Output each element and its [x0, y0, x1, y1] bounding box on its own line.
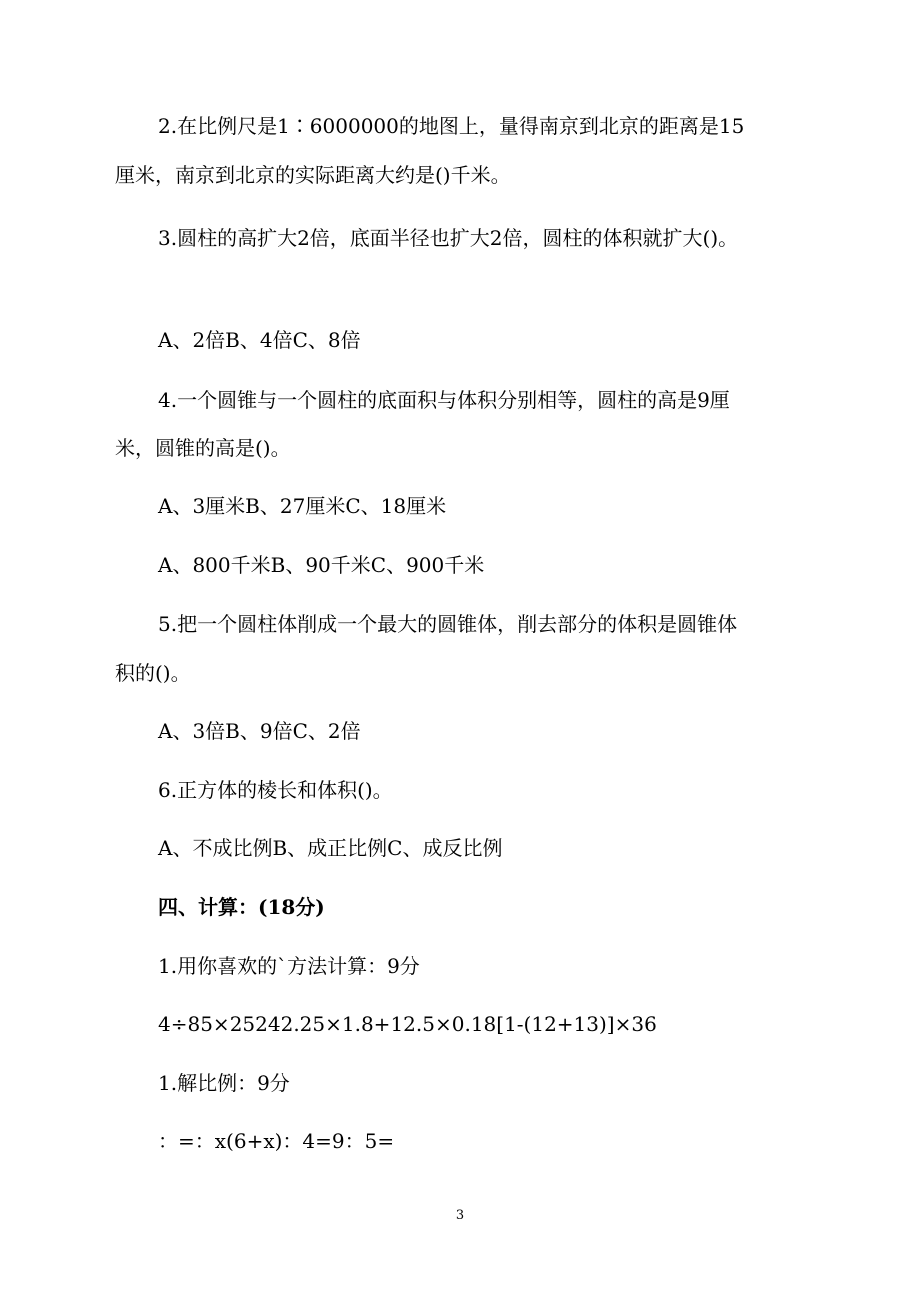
page-number: 3	[455, 1208, 465, 1223]
q5-line-2: 积的()。	[115, 661, 191, 685]
q3-line: 3.圆柱的高扩大2倍，底面半径也扩大2倍，圆柱的体积就扩大()。	[158, 226, 739, 250]
calc-expression: 4÷85×25242.25×1.8+12.5×0.18[1-(12+13)]×36	[158, 1012, 657, 1036]
q6-line: 6.正方体的棱长和体积()。	[158, 778, 393, 802]
q6-options: A、不成比例B、成正比例C、成反比例	[158, 836, 503, 860]
q5-line-1: 5.把一个圆柱体削成一个最大的圆锥体，削去部分的体积是圆锥体	[158, 612, 738, 636]
q4-options: A、3厘米B、27厘米C、18厘米	[158, 494, 447, 518]
calc-instruction: 1.用你喜欢的`方法计算：9分	[158, 954, 420, 978]
q2-line-1: 2.在比例尺是1∶6000000的地图上，量得南京到北京的距离是15	[158, 114, 745, 138]
q4-line-2: 米，圆锥的高是()。	[115, 436, 291, 460]
q2-options: A、800千米B、90千米C、900千米	[158, 553, 485, 577]
q3-options: A、2倍B、4倍C、8倍	[158, 328, 361, 352]
q5-options: A、3倍B、9倍C、2倍	[158, 719, 361, 743]
section-heading: 四、计算：(18分)	[158, 895, 325, 919]
q4-line-1: 4.一个圆锥与一个圆柱的底面积与体积分别相等，圆柱的高是9厘	[158, 388, 730, 412]
proportion-expression: ：=：x(6+x)：4=9：5=	[158, 1129, 395, 1153]
proportion-instruction: 1.解比例：9分	[158, 1071, 290, 1095]
q2-line-2: 厘米，南京到北京的实际距离大约是()千米。	[115, 163, 511, 187]
